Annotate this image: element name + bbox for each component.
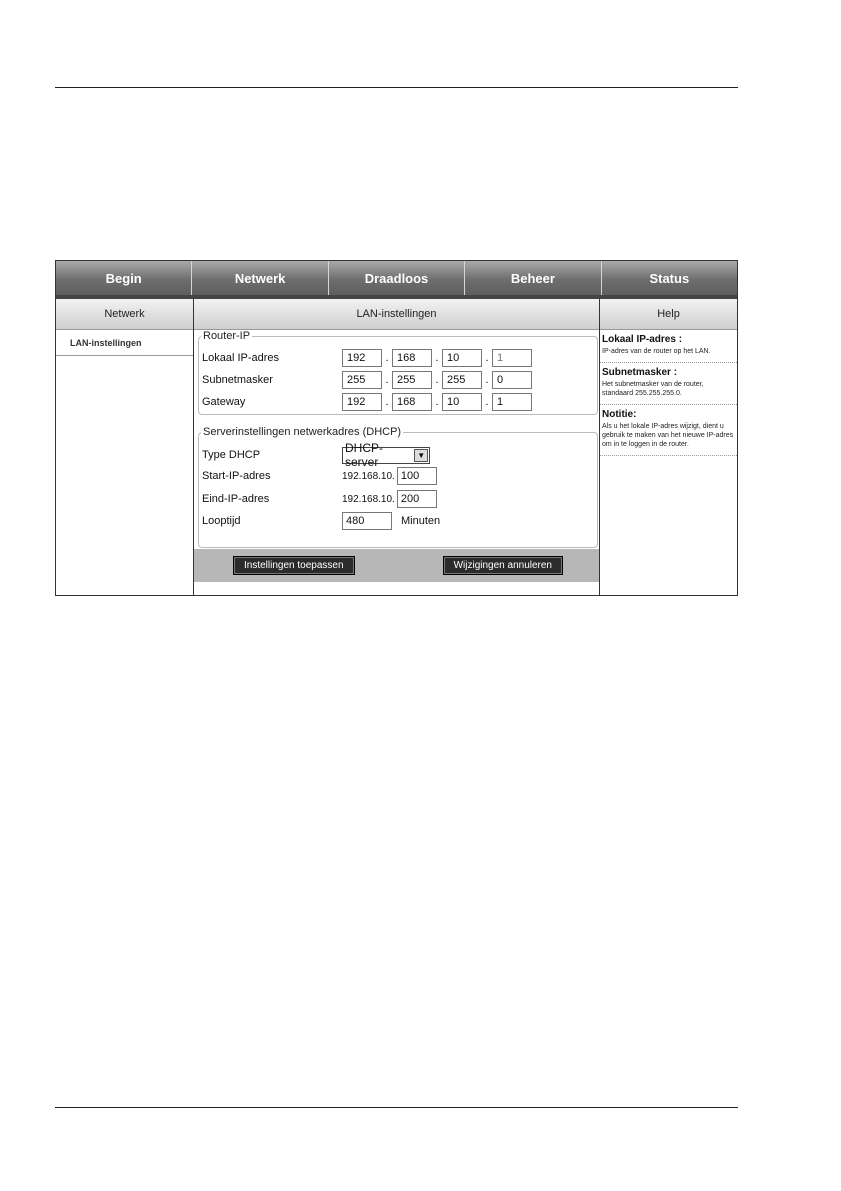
apply-settings-button[interactable]: Instellingen toepassen bbox=[233, 556, 355, 575]
end-ip-label: Eind-IP-adres bbox=[202, 493, 270, 505]
octet-separator: . bbox=[485, 352, 489, 364]
help-section-text: IP-adres van de router op het LAN. bbox=[602, 348, 711, 355]
dhcp-type-label: Type DHCP bbox=[202, 449, 261, 461]
lease-row bbox=[202, 511, 440, 531]
help-section-title: Subnetmasker : bbox=[602, 367, 678, 378]
page-top-rule bbox=[55, 87, 738, 88]
subnet-row bbox=[202, 370, 532, 390]
start-ip-input[interactable]: 100 bbox=[397, 467, 437, 485]
gateway-field bbox=[342, 393, 532, 411]
gateway-octet-1[interactable]: 192 bbox=[342, 393, 382, 411]
help-section-title: Lokaal IP-adres : bbox=[602, 334, 683, 345]
router-admin-window bbox=[55, 260, 738, 596]
local-ip-label: Lokaal IP-adres bbox=[202, 352, 280, 364]
dhcp-type-value: DHCP-server bbox=[345, 441, 383, 469]
gateway-label: Gateway bbox=[202, 396, 246, 408]
subnet-octet-1[interactable]: 255 bbox=[342, 371, 382, 389]
dhcp-type-select[interactable] bbox=[342, 441, 430, 469]
page-bottom-rule bbox=[55, 1107, 738, 1108]
end-ip-input[interactable]: 200 bbox=[397, 490, 437, 508]
gateway-octet-3[interactable]: 10 bbox=[442, 393, 482, 411]
main-panel bbox=[194, 299, 600, 595]
start-ip-label: Start-IP-adres bbox=[202, 470, 271, 482]
help-section-text: Als u het lokale IP-adres wijzigt, dient u gebruik te maken van het nieuwe IP-adres om in te loggen in de router. bbox=[602, 423, 734, 448]
octet-separator: . bbox=[435, 396, 439, 408]
help-section-local-ip bbox=[600, 330, 737, 363]
help-section-text: Het subnetmasker van de router, standaard 255.255.255.0. bbox=[602, 381, 704, 397]
tab-netwerk[interactable]: Netwerk bbox=[192, 261, 328, 295]
local-ip-octet-4[interactable]: 1 bbox=[492, 349, 532, 367]
lease-input[interactable]: 480 bbox=[342, 512, 392, 530]
local-ip-field bbox=[342, 349, 532, 367]
gateway-row bbox=[202, 392, 532, 412]
help-section-subnet bbox=[600, 363, 737, 405]
sidebar-item-lan-instellingen[interactable]: LAN-instellingen bbox=[56, 330, 193, 356]
sidebar bbox=[56, 299, 194, 595]
start-ip-row bbox=[202, 466, 437, 486]
help-title: Help bbox=[600, 299, 737, 330]
chevron-down-icon[interactable]: ▼ bbox=[414, 449, 428, 462]
end-ip-row bbox=[202, 489, 437, 509]
dhcp-legend: Serverinstellingen netwerkadres (DHCP) bbox=[203, 426, 402, 438]
help-section-title: Notitie: bbox=[602, 409, 637, 420]
gateway-octet-4[interactable]: 1 bbox=[492, 393, 532, 411]
end-ip-prefix: 192.168.10. bbox=[342, 493, 395, 505]
octet-separator: . bbox=[385, 352, 389, 364]
help-panel bbox=[600, 299, 737, 595]
lease-label: Looptijd bbox=[202, 515, 241, 527]
subnet-octet-3[interactable]: 255 bbox=[442, 371, 482, 389]
tab-draadloos[interactable]: Draadloos bbox=[329, 261, 465, 295]
local-ip-row bbox=[202, 348, 532, 368]
local-ip-octet-2[interactable]: 168 bbox=[392, 349, 432, 367]
subnet-octet-2[interactable]: 255 bbox=[392, 371, 432, 389]
octet-separator: . bbox=[485, 396, 489, 408]
router-ip-legend: Router-IP bbox=[203, 330, 251, 342]
tab-begin[interactable]: Begin bbox=[56, 261, 192, 295]
local-ip-octet-3[interactable]: 10 bbox=[442, 349, 482, 367]
gateway-octet-2[interactable]: 168 bbox=[392, 393, 432, 411]
subnet-octet-4[interactable]: 0 bbox=[492, 371, 532, 389]
octet-separator: . bbox=[485, 374, 489, 386]
top-navigation bbox=[56, 261, 737, 299]
subnet-label: Subnetmasker bbox=[202, 374, 273, 386]
tab-status[interactable]: Status bbox=[649, 270, 690, 286]
dhcp-type-row bbox=[202, 441, 430, 469]
octet-separator: . bbox=[435, 352, 439, 364]
page-title: LAN-instellingen bbox=[194, 299, 599, 330]
subnet-field bbox=[342, 371, 532, 389]
octet-separator: . bbox=[435, 374, 439, 386]
lease-unit: Minuten bbox=[401, 515, 441, 527]
cancel-changes-button[interactable]: Wijzigingen annuleren bbox=[443, 556, 563, 575]
octet-separator: . bbox=[385, 374, 389, 386]
tab-beheer[interactable]: Beheer bbox=[465, 261, 601, 295]
action-bar bbox=[194, 549, 599, 582]
sidebar-title: Netwerk bbox=[56, 299, 193, 330]
start-ip-prefix: 192.168.10. bbox=[342, 470, 395, 482]
octet-separator: . bbox=[385, 396, 389, 408]
local-ip-octet-1[interactable]: 192 bbox=[342, 349, 382, 367]
help-section-note bbox=[600, 405, 737, 456]
